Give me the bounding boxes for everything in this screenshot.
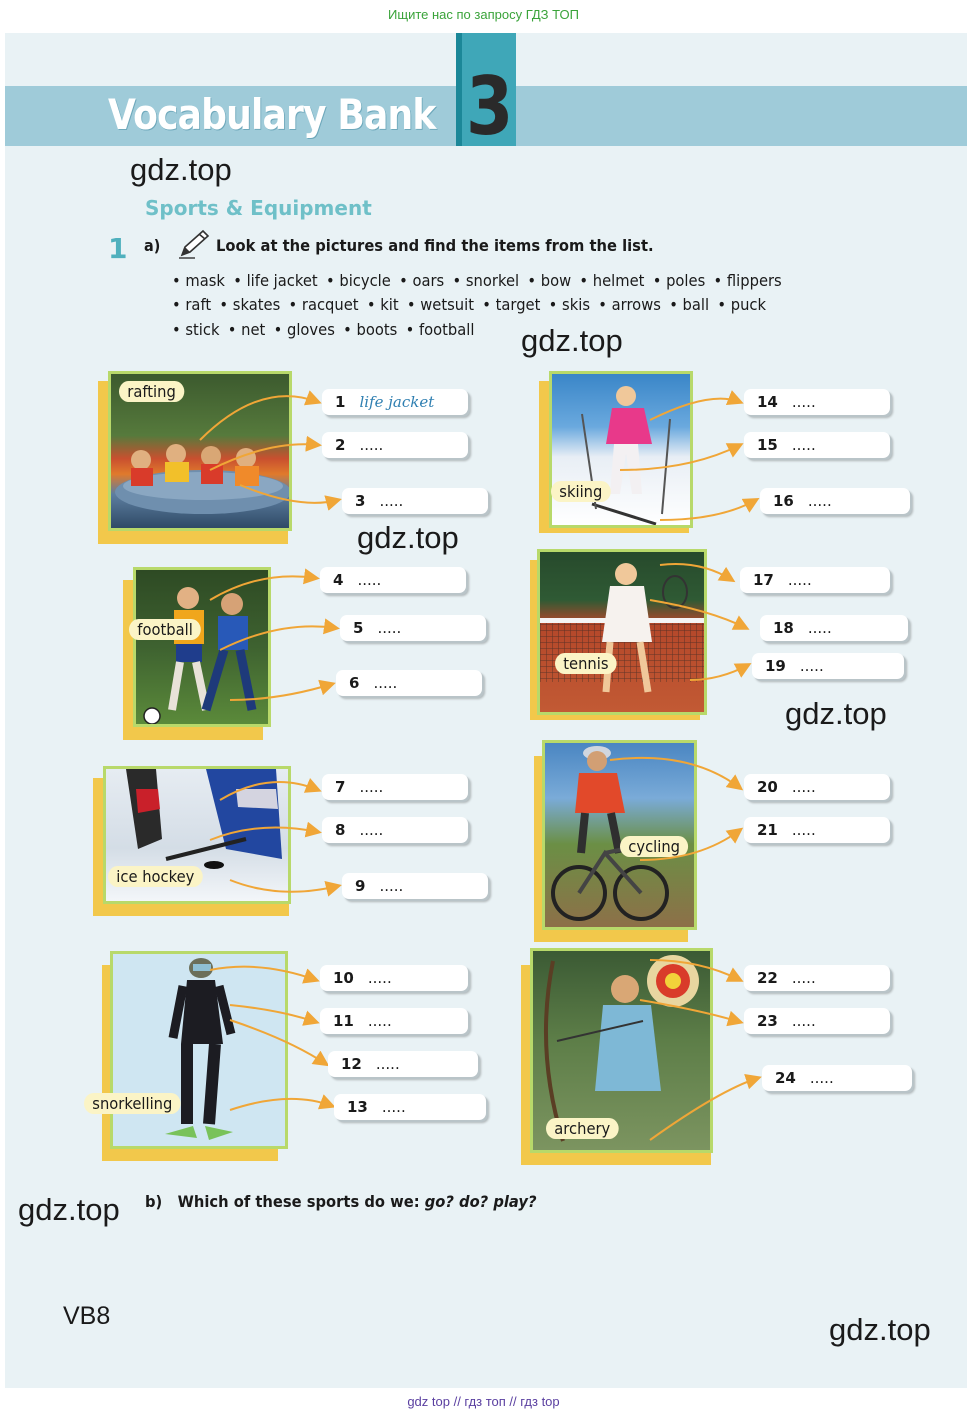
- answer-box[interactable]: [342, 488, 488, 514]
- answer-text: .....: [791, 1012, 816, 1030]
- unit-number: 3: [466, 60, 514, 153]
- answer-box[interactable]: [762, 1065, 912, 1091]
- watermark: gdz.top: [521, 323, 623, 358]
- answer-number: 1: [335, 393, 346, 411]
- answer-number: 17: [753, 571, 774, 589]
- answer-text: .....: [799, 657, 824, 675]
- word-item: • stick: [172, 320, 220, 339]
- answer-number: 20: [757, 778, 778, 796]
- answer-number: 6: [349, 674, 360, 692]
- word-item: • ball: [669, 295, 709, 314]
- part-b-options: go? do? play?: [424, 1192, 537, 1211]
- answer-text: .....: [357, 571, 382, 589]
- answer-text: .....: [809, 1069, 834, 1087]
- answer-box[interactable]: [328, 1051, 478, 1077]
- bottom-banner[interactable]: gdz top // гдз топ // гдз top: [407, 1394, 560, 1409]
- answer-number: 4: [333, 571, 344, 589]
- answer-text: .....: [791, 821, 816, 839]
- football-photo: [133, 567, 271, 727]
- answer-text: .....: [359, 436, 384, 454]
- answer-text: .....: [791, 778, 816, 796]
- answer-text: .....: [377, 619, 402, 637]
- sport-label: skiing: [551, 481, 611, 502]
- word-item: • skates: [219, 295, 280, 314]
- answer-text: .....: [367, 969, 392, 987]
- answer-box[interactable]: [322, 432, 468, 458]
- answer-box[interactable]: [320, 1008, 468, 1034]
- word-item: • wetsuit: [407, 295, 474, 314]
- answer-number: 21: [757, 821, 778, 839]
- answer-text: .....: [375, 1055, 400, 1073]
- word-item: • racquet: [289, 295, 359, 314]
- word-item: • target: [482, 295, 540, 314]
- answer-number: 18: [773, 619, 794, 637]
- cycling-photo: [542, 740, 697, 930]
- word-item: • mask: [172, 271, 225, 290]
- word-item: • skis: [549, 295, 590, 314]
- word-item: • snorkel: [453, 271, 520, 290]
- skiing-photo: [549, 371, 693, 528]
- answer-box[interactable]: [744, 774, 890, 800]
- watermark: gdz.top: [130, 152, 232, 187]
- answer-number: 7: [335, 778, 346, 796]
- answer-box[interactable]: [744, 1008, 890, 1034]
- answer-text: .....: [359, 821, 384, 839]
- answer-text: .....: [379, 877, 404, 895]
- section-title: Sports & Equipment: [145, 196, 372, 220]
- word-list-line-1: [172, 271, 790, 290]
- answer-box[interactable]: [760, 488, 910, 514]
- answer-number: 8: [335, 821, 346, 839]
- answer-box[interactable]: [340, 615, 486, 641]
- pencil-icon: [177, 229, 211, 259]
- answer-box[interactable]: [744, 389, 890, 415]
- word-item: • life jacket: [233, 271, 317, 290]
- answer-text: .....: [379, 492, 404, 510]
- part-b-question: Which of these sports do we:: [177, 1192, 420, 1211]
- word-item: • puck: [717, 295, 766, 314]
- answer-box[interactable]: [322, 817, 468, 843]
- answer-text: .....: [367, 1012, 392, 1030]
- answer-number: 19: [765, 657, 786, 675]
- answer-number: 16: [773, 492, 794, 510]
- answer-box[interactable]: [744, 965, 890, 991]
- word-list-line-3: [172, 320, 483, 339]
- word-item: • bicycle: [326, 271, 391, 290]
- answer-text: .....: [787, 571, 812, 589]
- exercise-instruction: Look at the pictures and find the items from the list.: [216, 236, 654, 255]
- answer-box[interactable]: [760, 615, 908, 641]
- word-item: • net: [228, 320, 266, 339]
- answer-box[interactable]: [320, 567, 466, 593]
- exercise-part-a: a): [144, 236, 161, 255]
- answer-box[interactable]: [334, 1094, 486, 1120]
- answer-box[interactable]: [336, 670, 482, 696]
- answer-box[interactable]: [320, 965, 468, 991]
- sport-label: tennis: [555, 653, 617, 674]
- answer-number: 2: [335, 436, 346, 454]
- answer-box[interactable]: [322, 774, 468, 800]
- exercise-part-b: [145, 1192, 537, 1211]
- answer-box[interactable]: [752, 653, 904, 679]
- sport-label: ice hockey: [108, 866, 203, 887]
- watermark: gdz.top: [829, 1312, 931, 1347]
- word-item: • flippers: [714, 271, 782, 290]
- answer-box[interactable]: [740, 567, 890, 593]
- answer-number: 3: [355, 492, 366, 510]
- word-item: • boots: [343, 320, 397, 339]
- page-number: VB8: [63, 1302, 111, 1330]
- answer-number: 5: [353, 619, 364, 637]
- answer-box[interactable]: [322, 389, 468, 415]
- exercise-number: 1: [108, 232, 128, 265]
- part-b-label: b): [145, 1192, 163, 1211]
- watermark: gdz.top: [18, 1192, 120, 1227]
- answer-text: .....: [807, 492, 832, 510]
- answer-number: 14: [757, 393, 778, 411]
- watermark: gdz.top: [785, 696, 887, 731]
- answer-number: 10: [333, 969, 354, 987]
- answer-box[interactable]: [342, 873, 488, 899]
- answer-number: 23: [757, 1012, 778, 1030]
- answer-number: 9: [355, 877, 366, 895]
- word-item: • kit: [367, 295, 399, 314]
- sport-label: archery: [546, 1118, 619, 1139]
- word-item: • raft: [172, 295, 211, 314]
- sport-label: cycling: [620, 836, 688, 857]
- word-item: • arrows: [598, 295, 661, 314]
- word-item: • bow: [527, 271, 571, 290]
- sport-label: football: [129, 619, 201, 640]
- answer-number: 12: [341, 1055, 362, 1073]
- word-item: • helmet: [579, 271, 644, 290]
- answer-text: life jacket: [359, 393, 435, 411]
- answer-text: .....: [381, 1098, 406, 1116]
- word-item: • poles: [653, 271, 706, 290]
- answer-number: 22: [757, 969, 778, 987]
- answer-box[interactable]: [744, 817, 890, 843]
- answer-number: 15: [757, 436, 778, 454]
- word-item: • football: [406, 320, 475, 339]
- answer-text: .....: [791, 393, 816, 411]
- tennis-photo: [537, 549, 707, 715]
- snorkelling-photo: [110, 951, 288, 1149]
- answer-number: 13: [347, 1098, 368, 1116]
- answer-text: .....: [373, 674, 398, 692]
- word-item: • oars: [399, 271, 444, 290]
- answer-text: .....: [807, 619, 832, 637]
- answer-text: .....: [791, 436, 816, 454]
- word-item: • gloves: [274, 320, 335, 339]
- answer-text: .....: [359, 778, 384, 796]
- sport-label: snorkelling: [84, 1093, 181, 1114]
- answer-text: .....: [791, 969, 816, 987]
- answer-number: 11: [333, 1012, 354, 1030]
- page-title: Vocabulary Bank: [108, 90, 436, 139]
- word-list-line-2: [172, 295, 774, 314]
- top-banner[interactable]: Ищите нас по запросу ГДЗ ТОП: [388, 7, 579, 22]
- answer-box[interactable]: [744, 432, 890, 458]
- sport-label: rafting: [119, 381, 184, 402]
- watermark: gdz.top: [357, 520, 459, 555]
- answer-number: 24: [775, 1069, 796, 1087]
